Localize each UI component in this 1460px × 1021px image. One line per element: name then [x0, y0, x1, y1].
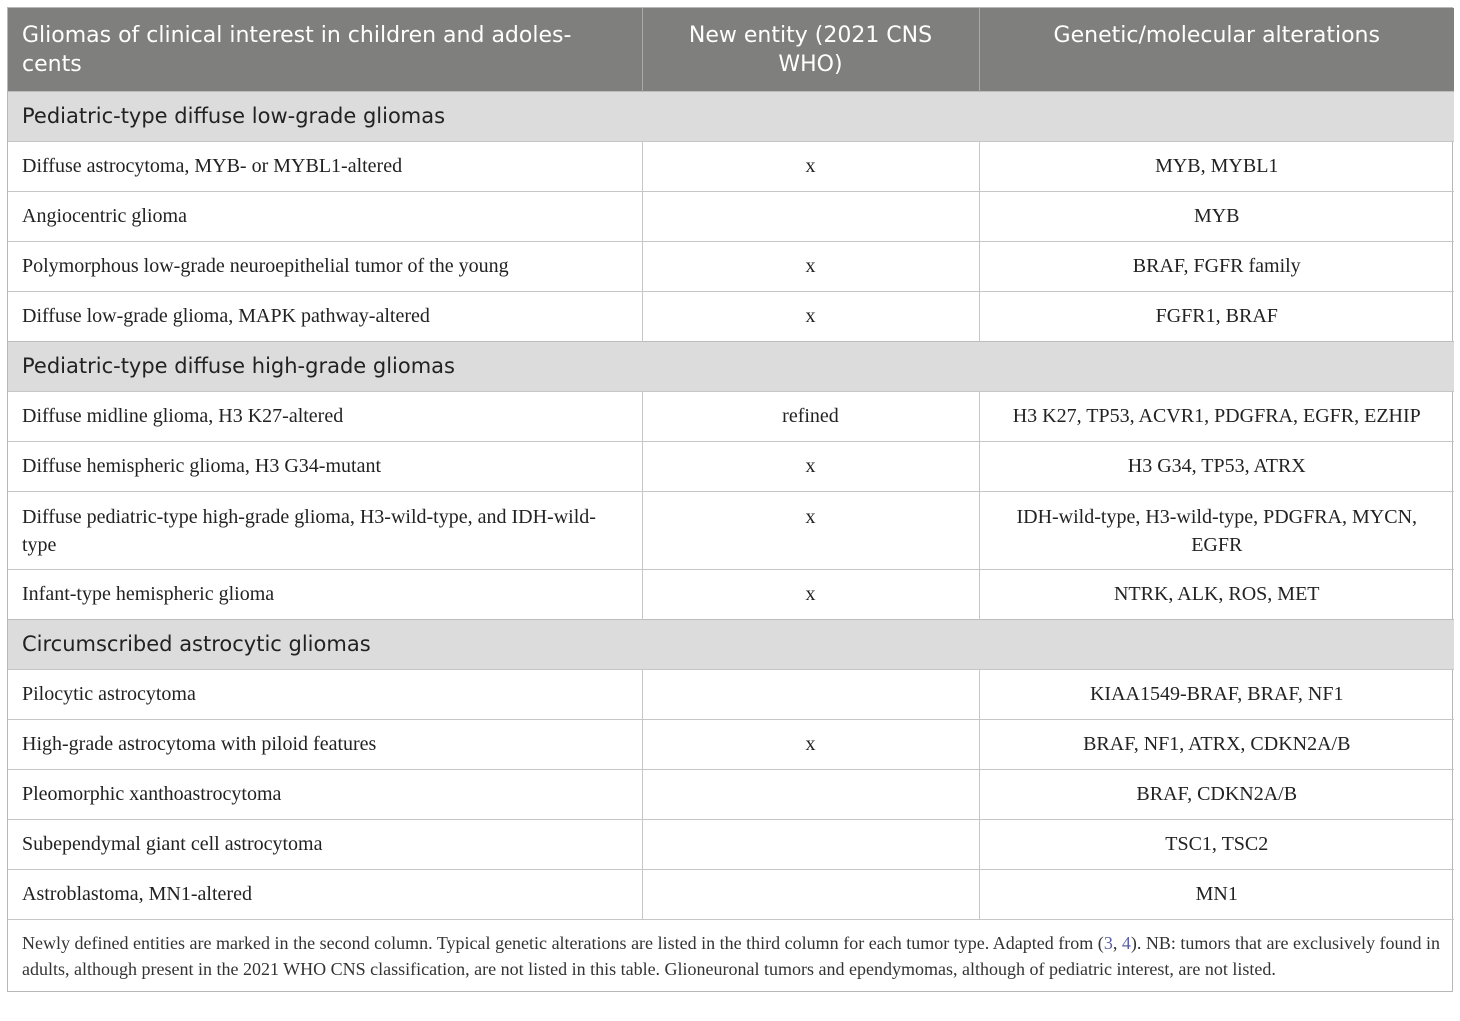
gliomas-table-frame — [7, 7, 1453, 992]
reference-link-4[interactable]: 4 — [1121, 932, 1131, 953]
cell-glioma-name: Diffuse pediatric-type high-grade glioma, H3-wild-type, and IDH-wild-type — [8, 491, 642, 569]
cell-genes: FGFR1, BRAF — [979, 291, 1454, 341]
table-row — [8, 719, 1454, 769]
table-row — [8, 391, 1454, 441]
section-title: Pediatric-type diffuse low-grade gliomas — [8, 91, 1454, 141]
cell-genes: TSC1, TSC2 — [979, 819, 1454, 869]
header-new-entity: New entity (2021 CNS WHO) — [642, 8, 979, 91]
cell-new-entity — [642, 819, 979, 869]
cell-glioma-name: Diffuse hemispheric glioma, H3 G34-mutant — [8, 441, 642, 491]
table-row — [8, 769, 1454, 819]
header-row — [8, 8, 1454, 91]
gliomas-table — [8, 8, 1454, 991]
table-footnote — [8, 919, 1454, 991]
section-title: Pediatric-type diffuse high-grade gliomas — [8, 341, 1454, 391]
cell-new-entity: refined — [642, 391, 979, 441]
cell-glioma-name: Subependymal giant cell astrocytoma — [8, 819, 642, 869]
footnote-ref-separator: , — [1112, 932, 1122, 953]
cell-new-entity: x — [642, 141, 979, 191]
section-title: Circumscribed astrocytic gliomas — [8, 619, 1454, 669]
footnote-text-end: ). NB: tumors that are exclusively found in adults, although present in the 2021 WHO CNS classification, are not listed in this table. Glioneuronal tumors and ependymomas, although of pediatric interest, are not listed. — [22, 932, 1440, 979]
cell-new-entity: x — [642, 441, 979, 491]
cell-genes: BRAF, CDKN2A/B — [979, 769, 1454, 819]
section-row — [8, 619, 1454, 669]
table-body — [8, 91, 1454, 991]
cell-new-entity: x — [642, 291, 979, 341]
table-row — [8, 819, 1454, 869]
cell-genes: H3 G34, TP53, ATRX — [979, 441, 1454, 491]
table-row — [8, 291, 1454, 341]
cell-new-entity: x — [642, 719, 979, 769]
cell-new-entity: x — [642, 569, 979, 619]
cell-new-entity: x — [642, 491, 979, 569]
cell-genes: IDH-wild-type, H3-wild-type, PDGFRA, MYCN, EGFR — [979, 491, 1454, 569]
cell-glioma-name: Polymorphous low-grade neuroepithelial tumor of the young — [8, 241, 642, 291]
cell-genes: BRAF, NF1, ATRX, CDKN2A/B — [979, 719, 1454, 769]
cell-glioma-name: Infant-type hemispheric glioma — [8, 569, 642, 619]
header-glioma-type-line1: Gliomas of clinical interest in children and adoles- — [22, 23, 572, 48]
header-glioma-type-line2: cents — [22, 52, 82, 77]
cell-new-entity: x — [642, 241, 979, 291]
cell-glioma-name: Angiocentric glioma — [8, 191, 642, 241]
table-header — [8, 8, 1454, 91]
table-row — [8, 569, 1454, 619]
header-glioma-type — [8, 8, 642, 91]
cell-genes: MN1 — [979, 869, 1454, 919]
cell-genes: MYB — [979, 191, 1454, 241]
table-row — [8, 869, 1454, 919]
table-row — [8, 441, 1454, 491]
cell-genes: KIAA1549-BRAF, BRAF, NF1 — [979, 669, 1454, 719]
cell-new-entity — [642, 191, 979, 241]
section-row — [8, 341, 1454, 391]
cell-genes: H3 K27, TP53, ACVR1, PDGFRA, EGFR, EZHIP — [979, 391, 1454, 441]
cell-glioma-name: Pleomorphic xanthoastrocytoma — [8, 769, 642, 819]
footnote-text-start: Newly defined entities are marked in the second column. Typical genetic alterations are listed in the third column for each tumor type. Adapted from ( — [22, 932, 1104, 953]
section-row — [8, 91, 1454, 141]
cell-glioma-name: Diffuse astrocytoma, MYB- or MYBL1-altered — [8, 141, 642, 191]
reference-link-3[interactable]: 3 — [1103, 932, 1113, 953]
table-row — [8, 191, 1454, 241]
cell-glioma-name: High-grade astrocytoma with piloid features — [8, 719, 642, 769]
cell-glioma-name: Diffuse low-grade glioma, MAPK pathway-altered — [8, 291, 642, 341]
table-row — [8, 241, 1454, 291]
cell-genes: MYB, MYBL1 — [979, 141, 1454, 191]
table-row — [8, 669, 1454, 719]
cell-genes: BRAF, FGFR family — [979, 241, 1454, 291]
cell-glioma-name: Astroblastoma, MN1-altered — [8, 869, 642, 919]
cell-glioma-name: Diffuse midline glioma, H3 K27-altered — [8, 391, 642, 441]
cell-genes: NTRK, ALK, ROS, MET — [979, 569, 1454, 619]
cell-new-entity — [642, 869, 979, 919]
table-row — [8, 491, 1454, 569]
footnote-row — [8, 919, 1454, 991]
cell-glioma-name: Pilocytic astrocytoma — [8, 669, 642, 719]
cell-new-entity — [642, 669, 979, 719]
header-genetic-alterations: Genetic/molecular alterations — [979, 8, 1454, 91]
cell-new-entity — [642, 769, 979, 819]
table-row — [8, 141, 1454, 191]
